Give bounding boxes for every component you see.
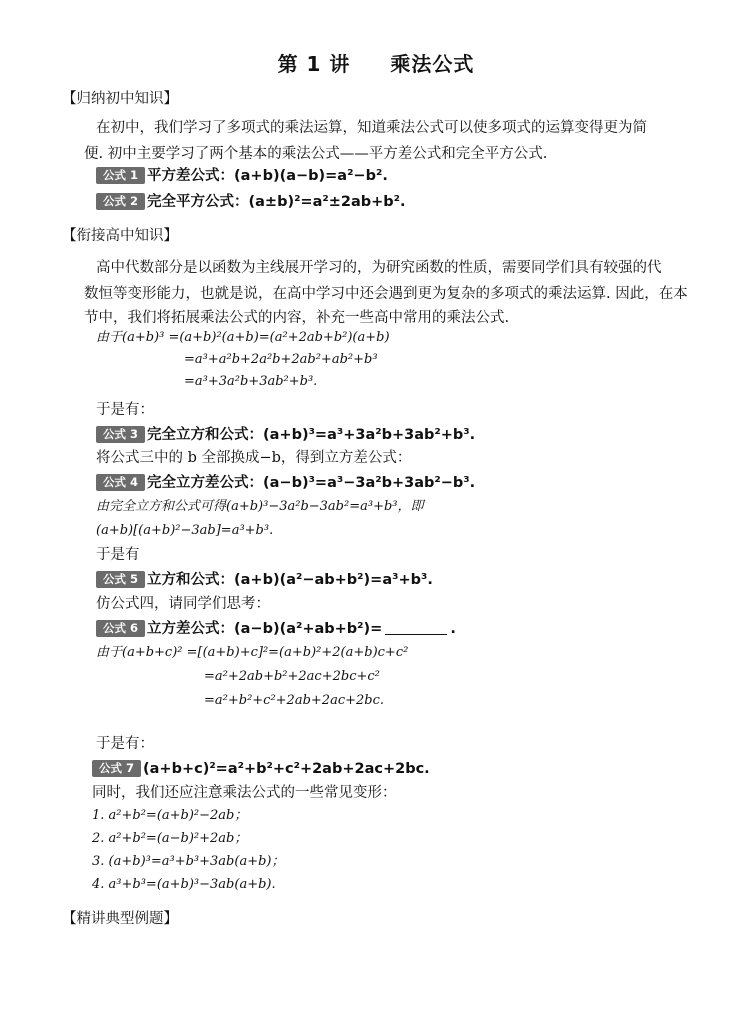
- so-have-1: 于是有：: [96, 402, 154, 418]
- answer-blank[interactable]: [385, 620, 447, 635]
- lecture-topic: 乘法公式: [390, 52, 475, 76]
- senior-line-2: 数恒等变形能力，也就是说，在高中学习中还会遇到更为复杂的多项式的乘法运算. 因此，在本: [84, 286, 688, 302]
- formula-text: 完全立方差公式：(a−b)³=a³−3a²b+3ab²−b³.: [147, 475, 476, 491]
- formula-text: 立方差公式：(a−b)(a²+ab+b²)=: [147, 621, 383, 637]
- square3-derivation-line-2: =a²+2ab+b²+2ac+2bc+c²: [204, 669, 380, 684]
- formula-badge: 公式 6: [96, 620, 145, 637]
- section-heading-junior: 【归纳初中知识】: [62, 91, 178, 107]
- section-heading-examples: 【精讲典型例题】: [62, 911, 178, 927]
- senior-line-3: 节中，我们将拓展乘法公式的内容，补充一些高中常用的乘法公式.: [84, 310, 510, 326]
- variants-intro: 同时，我们还应注意乘法公式的一些常见变形：: [92, 785, 397, 801]
- sum-cubes-line-1: 由完全立方和公式可得(a+b)³−3a²b−3ab²=a³+b³，即: [96, 499, 424, 514]
- square3-derivation-line-3: =a²+b²+c²+2ab+2ac+2bc.: [204, 693, 384, 708]
- formula-3: [96, 425, 475, 445]
- page-title: [0, 48, 752, 77]
- variant-item: 1. a²+b²=(a+b)²−2ab；: [92, 808, 248, 823]
- formula-7: [92, 759, 430, 779]
- senior-line-1: 高中代数部分是以函数为主线展开学习的，为研究函数的性质，需要同学们具有较强的代: [96, 260, 662, 276]
- cube-derivation-line-3: =a³+3a²b+3ab²+b³.: [184, 374, 318, 389]
- formula-2: [96, 192, 406, 212]
- sum-cubes-line-2: (a+b)[(a+b)²−3ab]=a³+b³.: [96, 523, 274, 538]
- so-have-2: 于是有: [96, 547, 140, 563]
- formula-badge: 公式 2: [96, 193, 145, 210]
- formula-badge: 公式 4: [96, 474, 145, 491]
- formula-badge: 公式 7: [92, 760, 141, 777]
- square3-derivation-line-1: 由于(a+b+c)² =[(a+b)+c]²=(a+b)²+2(a+b)c+c²: [96, 645, 409, 660]
- formula-6: [96, 619, 456, 639]
- formula-badge: 公式 3: [96, 426, 145, 443]
- variant-item: 3. (a+b)³=a³+b³+3ab(a+b)；: [92, 854, 285, 869]
- formula-end-period: .: [450, 621, 456, 637]
- formula-4: [96, 473, 475, 493]
- think-note: 仿公式四，请同学们思考：: [96, 596, 270, 612]
- formula-text: 平方差公式：(a+b)(a−b)=a²−b².: [147, 168, 388, 184]
- intro-line-1: 在初中，我们学习了多项式的乘法运算，知道乘法公式可以使多项式的运算变得更为简: [96, 120, 647, 136]
- intro-line-2: 便. 初中主要学习了两个基本的乘法公式——平方差公式和完全平方公式.: [84, 146, 548, 162]
- lecture-number: 第 1 讲: [277, 52, 351, 76]
- replace-note: 将公式三中的 b 全部换成−b，得到立方差公式：: [96, 450, 412, 466]
- formula-5: [96, 570, 433, 590]
- formula-text: 完全平方公式：(a±b)²=a²±2ab+b².: [147, 194, 406, 210]
- formula-text: (a+b+c)²=a²+b²+c²+2ab+2ac+2bc.: [143, 761, 430, 777]
- formula-text: 完全立方和公式：(a+b)³=a³+3a²b+3ab²+b³.: [147, 427, 476, 443]
- cube-derivation-line-2: =a³+a²b+2a²b+2ab²+ab²+b³: [184, 352, 378, 367]
- formula-badge: 公式 1: [96, 167, 145, 184]
- section-heading-senior: 【衔接高中知识】: [62, 228, 178, 244]
- cube-derivation-line-1: 由于(a+b)³ =(a+b)²(a+b)=(a²+2ab+b²)(a+b): [96, 330, 390, 345]
- so-have-3: 于是有：: [96, 736, 154, 752]
- variant-item: 4. a³+b³=(a+b)³−3ab(a+b).: [92, 877, 276, 892]
- variant-item: 2. a²+b²=(a−b)²+2ab；: [92, 831, 248, 846]
- formula-text: 立方和公式：(a+b)(a²−ab+b²)=a³+b³.: [147, 572, 433, 588]
- formula-badge: 公式 5: [96, 571, 145, 588]
- formula-1: [96, 166, 388, 186]
